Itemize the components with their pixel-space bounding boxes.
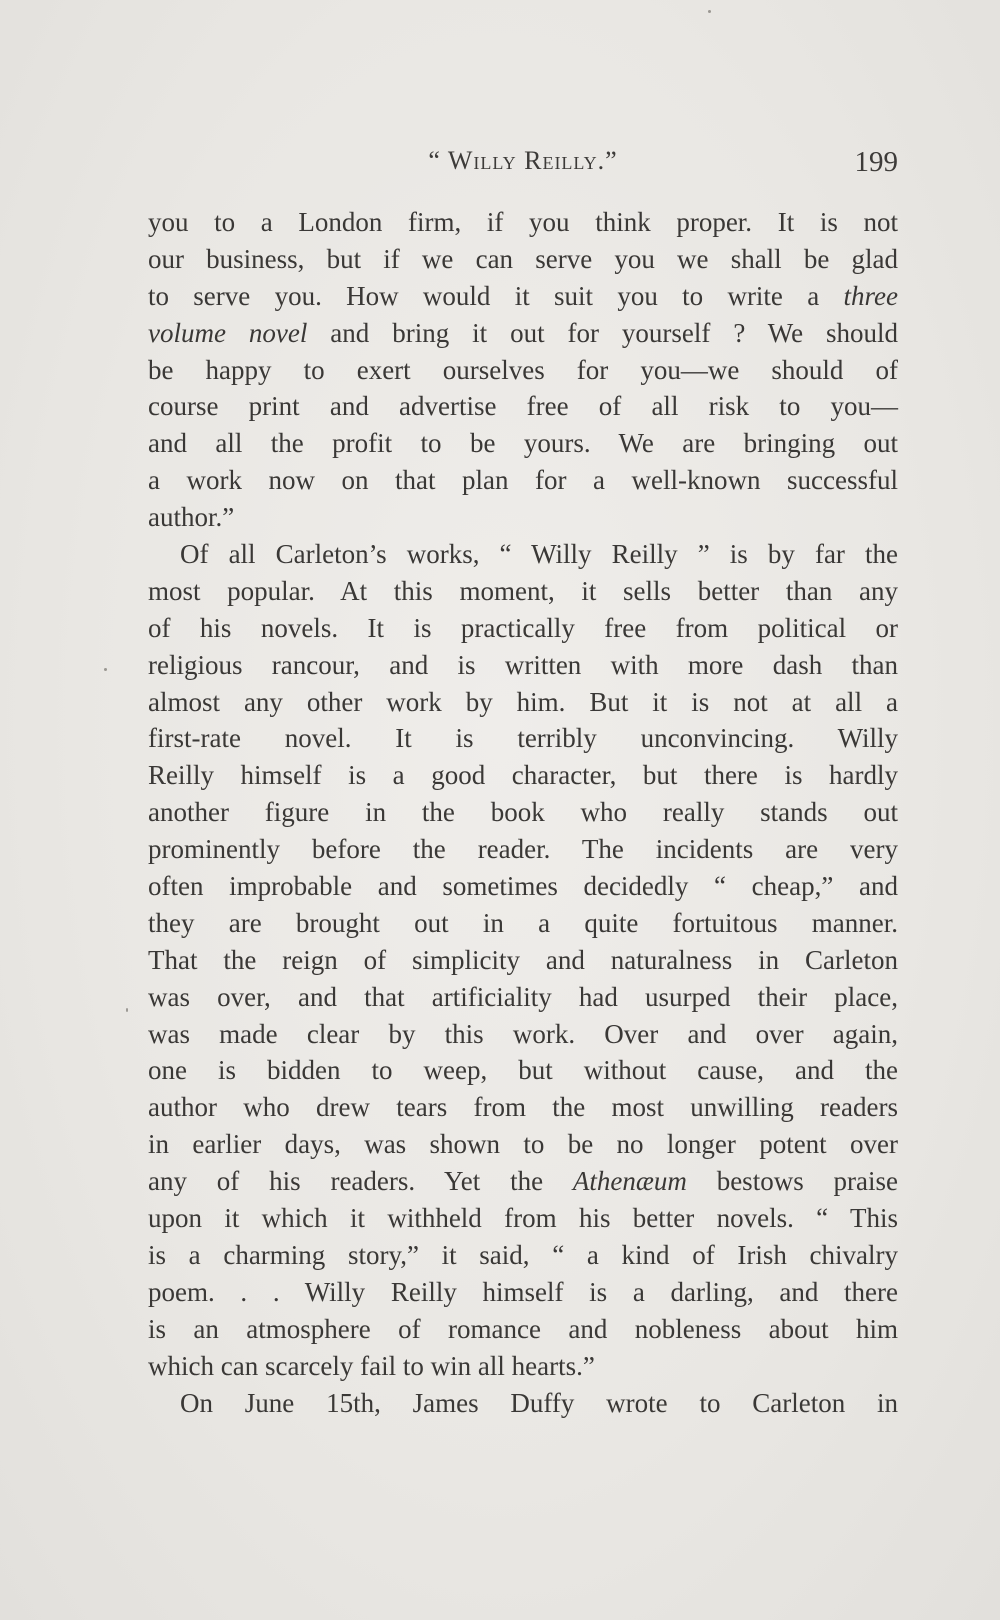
text-run: author who drew tears from the most unwilling readers	[148, 1092, 898, 1123]
text-line	[148, 352, 898, 389]
text-line	[148, 942, 898, 979]
text-run: in earlier days, was shown to be no longer potent over	[148, 1129, 898, 1160]
text-line	[148, 315, 898, 352]
body-text	[148, 204, 898, 1421]
text-run: our business, but if we can serve you we shall be glad	[148, 243, 898, 274]
page-number: 199	[854, 146, 898, 178]
running-head	[148, 146, 898, 186]
text-run: religious rancour, and is written with more dash than	[148, 649, 898, 680]
text-run: often improbable and sometimes decidedly “ cheap,” and	[148, 871, 898, 902]
text-line	[148, 610, 898, 647]
text-line	[148, 425, 898, 462]
text-run: which can scarcely fail to win all hearts.”	[148, 1350, 595, 1381]
paper-speck	[104, 668, 107, 671]
text-run: they are brought out in a quite fortuitous manner.	[148, 907, 898, 938]
text-line	[148, 573, 898, 610]
text-line	[148, 1089, 898, 1126]
text-run: was made clear by this work. Over and over again,	[148, 1018, 898, 1049]
text-line	[148, 462, 898, 499]
text-run: is a charming story,” it said, “ a kind of Irish chivalry	[148, 1239, 898, 1270]
text-line	[148, 1237, 898, 1274]
italic-text: three	[843, 280, 898, 311]
text-line	[148, 241, 898, 278]
text-line	[148, 1200, 898, 1237]
text-run: another figure in the book who really stands out	[148, 797, 898, 828]
italic-text: volume novel	[148, 317, 308, 348]
text-run: On June 15th, James Duffy wrote to Carleton in	[180, 1387, 898, 1418]
text-line	[148, 1385, 898, 1422]
text-run: prominently before the reader. The incidents are very	[148, 834, 898, 865]
text-run: upon it which it withheld from his better novels. “ This	[148, 1203, 898, 1234]
text-run: is an atmosphere of romance and nobleness about him	[148, 1313, 898, 1344]
text-line	[148, 831, 898, 868]
text-run: to serve you. How would it suit you to write a	[148, 280, 844, 311]
text-run: one is bidden to weep, but without cause, and the	[148, 1055, 898, 1086]
text-line	[148, 1348, 898, 1385]
text-line	[148, 868, 898, 905]
text-run: That the reign of simplicity and naturalness in Carleton	[148, 944, 898, 975]
text-line	[148, 757, 898, 794]
text-line	[148, 1052, 898, 1089]
text-line	[148, 720, 898, 757]
text-line	[148, 536, 898, 573]
text-run: a work now on that plan for a well-known successful	[148, 465, 898, 496]
text-run: of his novels. It is practically free from political or	[148, 612, 898, 643]
text-line	[148, 388, 898, 425]
text-run: any of his readers. Yet the	[148, 1166, 573, 1197]
text-line	[148, 1311, 898, 1348]
text-run: bestows praise	[686, 1166, 898, 1197]
text-run: was over, and that artificiality had usurped their place,	[148, 981, 898, 1012]
text-run: most popular. At this moment, it sells better than any	[148, 575, 898, 606]
text-run: and bring it out for yourself ? We should	[307, 317, 899, 348]
running-title: “ Willy Reilly.”	[428, 146, 618, 175]
text-line	[148, 794, 898, 831]
text-run: you to a London firm, if you think proper. It is not	[148, 207, 898, 237]
text-line	[148, 684, 898, 721]
text-line	[148, 204, 898, 241]
paper-speck	[126, 1008, 128, 1012]
text-line	[148, 278, 898, 315]
text-run: Of all Carleton’s works, “ Willy Reilly ” is by far the	[180, 539, 898, 570]
text-line	[148, 1016, 898, 1053]
text-run: first-rate novel. It is terribly unconvincing. Willy	[148, 723, 898, 754]
text-line	[148, 1274, 898, 1311]
text-line	[148, 905, 898, 942]
text-run: course print and advertise free of all risk to you—	[148, 391, 898, 422]
text-line	[148, 1163, 898, 1200]
text-run: be happy to exert ourselves for you—we should of	[148, 354, 898, 385]
text-run: poem. . . Willy Reilly himself is a darling, and there	[148, 1276, 898, 1307]
italic-text: Athenæum	[572, 1166, 687, 1197]
text-line	[148, 499, 898, 536]
text-run: almost any other work by him. But it is not at all a	[148, 686, 898, 717]
text-line	[148, 647, 898, 684]
text-line	[148, 979, 898, 1016]
text-run: and all the profit to be yours. We are bringing out	[148, 428, 898, 459]
text-run: author.”	[148, 502, 235, 533]
text-line	[148, 1126, 898, 1163]
paper-speck	[708, 10, 711, 13]
text-run: Reilly himself is a good character, but there is hardly	[148, 760, 898, 791]
